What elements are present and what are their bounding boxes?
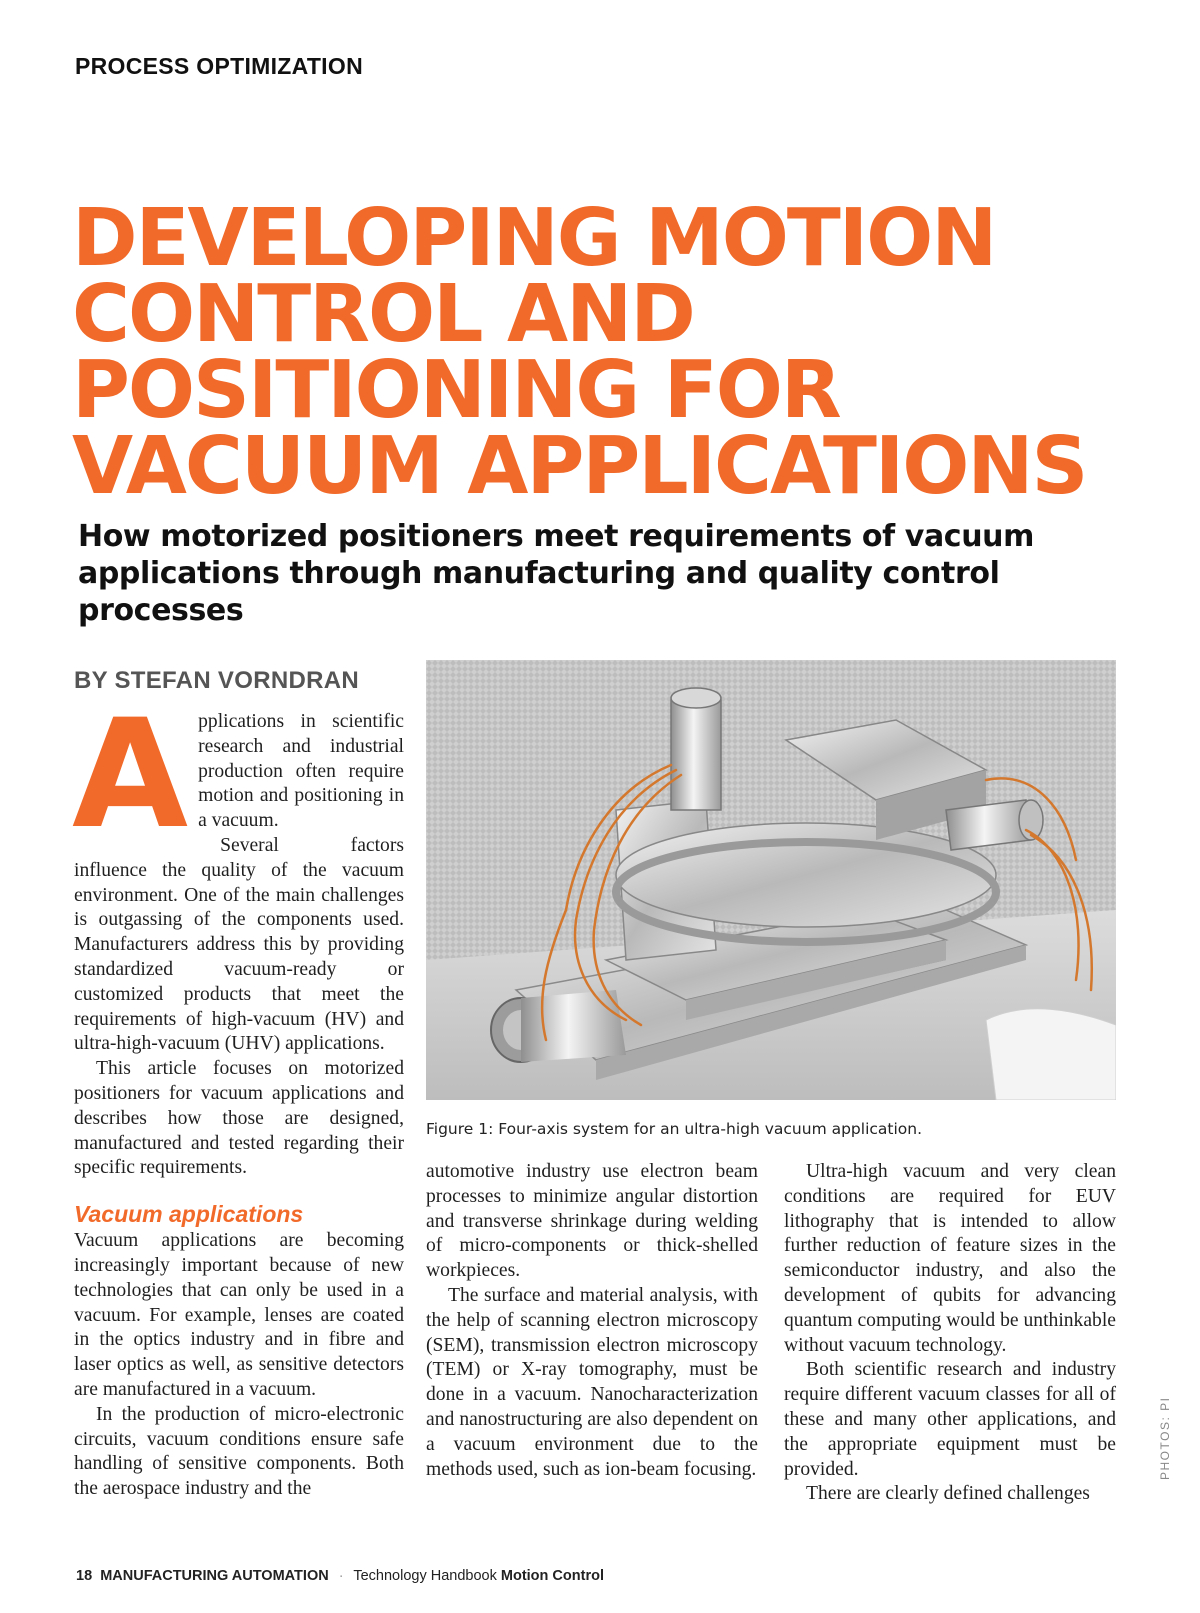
paragraph: automotive industry use electron beam processes to minimize angular distortion and transverse shrinkage during welding of micro-components or thick-shelled workpieces. [426, 1161, 758, 1282]
figure-caption: Figure 1: Four-axis system for an ultra-high vacuum application. [426, 1120, 923, 1138]
figure-photo-positioning-stage [426, 660, 1116, 1100]
title-line-2: CONTROL AND [72, 268, 694, 360]
title-line-1: DEVELOPING MOTION [72, 192, 996, 284]
paragraph: Ultra-high vacuum and very clean conditions are required for EUV lithography that is intended to allow further reduction of feature sizes in the semiconductor industry, and also the development of qubits for advancing quantum computing would be unthinkable without vacuum technology. [784, 1161, 1116, 1356]
paragraph: Vacuum applications are becoming increasingly important because of new technologies that can only be used in a vacuum. For example, lenses are coated in the optics industry and in fibre and laser optics as well, as sensitive detectors are manufactured in a vacuum. [74, 1230, 404, 1400]
paragraph: In the production of micro-electronic circuits, vacuum conditions ensure safe handling of sensitive components. Both the aerospace industry and the [74, 1403, 404, 1500]
paragraph: This article focuses on motorized positioners for vacuum applications and describes how those are designed, manufactured and tested regarding their specific requirements. [74, 1058, 404, 1179]
handbook-label: Technology Handbook [353, 1568, 497, 1584]
article-title [72, 192, 1172, 512]
positioning-stage-illustration [426, 660, 1116, 1100]
article-deck: How motorized positioners meet requirements of vacuum applications through manufacturing and quality control processes [78, 519, 1034, 628]
text-column-3 [784, 1160, 1116, 1507]
handbook-topic: Motion Control [500, 1568, 604, 1584]
photo-credit: PHOTOS: PI [1158, 1396, 1172, 1480]
drop-cap: A [72, 688, 189, 862]
section-label: PROCESS OPTIMIZATION [75, 53, 363, 79]
paragraph: Both scientific research and industry require different vacuum classes for all of these and many other applications, and the appropriate equipment must be provided. [784, 1359, 1116, 1480]
section-subheading: Vacuum applications [74, 1201, 304, 1228]
paragraph: The surface and material analysis, with the help of scanning electron microscopy (SEM), transmission electron microscopy (TEM) or X-ray tomography, must be done in a vacuum. Nanocharacterization and nanostructuring are also dependent on a vacuum environment due to the methods used, such as ion-beam focusing. [426, 1284, 758, 1480]
page-footer [76, 1568, 604, 1584]
text-column-1 [72, 688, 404, 1502]
title-line-3: POSITIONING FOR [72, 344, 840, 436]
publication-name: MANUFACTURING AUTOMATION [100, 1568, 329, 1584]
page-number: 18 [76, 1568, 93, 1584]
title-line-4: VACUUM APPLICATIONS [72, 420, 1087, 512]
paragraph: Several factors influence the quality of the vacuum environment. One of the main challenges is outgassing of the components used. Manufacturers address this by providing standardized vacuum-ready or customized products that meet the requirements of high-vacuum (HV) and ultra-high-vacuum (UHV) applications. [74, 834, 404, 1055]
paragraph: There are clearly defined challenges [806, 1483, 1090, 1505]
text-column-2 [426, 1160, 758, 1482]
byline: BY STEFAN VORNDRAN [74, 667, 359, 694]
paragraph: pplications in scientific research and industrial production often require motion and positioning in a vacuum. [198, 711, 404, 832]
footer-separator: · [338, 1568, 344, 1584]
